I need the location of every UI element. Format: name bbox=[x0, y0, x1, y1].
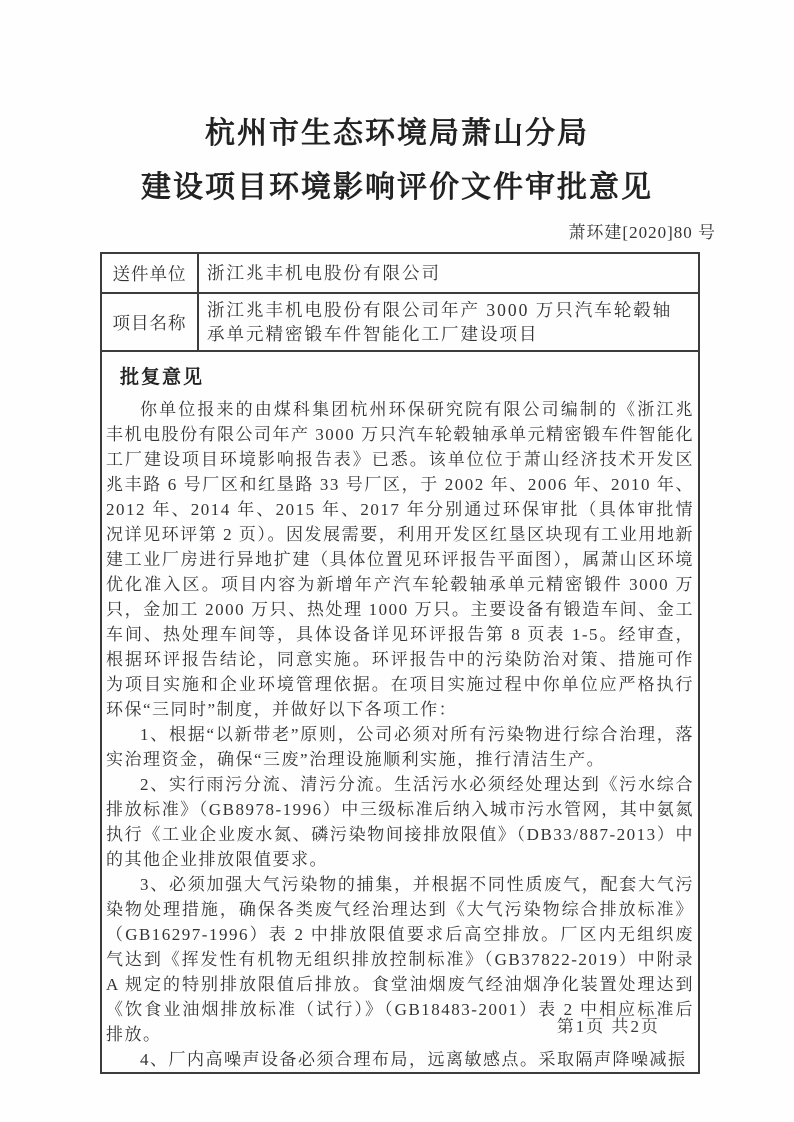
document-reference-number: 萧环建[2020]80 号 bbox=[568, 223, 716, 242]
opinion-paragraph-item-4-truncated: 4、厂内高噪声设备必须合理布局，远离敏感点。采取隔声降噪减振 bbox=[140, 1050, 687, 1069]
opinion-paragraph-item-2: 2、实行雨污分流、清污分流。生活污水必须经处理达到《污水综合排放标准》（GB8978-1996）中三级标准后纳入城市污水管网，其中氨氮执行《工业企业废水氮、磷污染物间接排放限值》（DB33/887-2013）中的其他企业排放限值要求。 bbox=[106, 775, 694, 869]
opinion-paragraph-item-3: 3、必须加强大气污染物的捕集，并根据不同性质废气，配套大气污染物处理措施，确保各类废气经治理达到《大气污染物综合排放标准》（GB16297-1996）表 2 中排放限值要求后高空排放。厂区内无组织废气达到《挥发性有机物无组织排放控制标准》（GB37822-2019）中附录 A 规定的特别排放限值后排放。食堂油烟废气经油烟净化装置处理达到《饮食业油烟排放标准（试行）》（GB18483-2001）表 2 中相应标准后排放。 bbox=[106, 875, 694, 1044]
table-row-project-name bbox=[101, 293, 699, 351]
opinion-section-header: 批复意见 bbox=[120, 367, 205, 388]
opinion-cell bbox=[101, 351, 699, 1073]
submitting-unit-value: 浙江兆丰机电股份有限公司 bbox=[198, 253, 699, 293]
document-title: 建设项目环境影响评价文件审批意见 bbox=[141, 171, 653, 204]
project-name-label: 项目名称 bbox=[101, 293, 198, 351]
table-row-submitting-unit bbox=[101, 253, 699, 293]
submitting-unit-label: 送件单位 bbox=[101, 253, 198, 293]
table-row-opinion bbox=[101, 351, 699, 1073]
approval-info-table bbox=[100, 252, 700, 1074]
opinion-body bbox=[106, 397, 694, 1072]
opinion-paragraph-item-1: 1、根据“以新带老”原则，公司必须对所有污染物进行综合治理，落实治理资金，确保“三废”治理设施顺利实施，推行清洁生产。 bbox=[106, 725, 694, 769]
project-name-value: 浙江兆丰机电股份有限公司年产 3000 万只汽车轮毂轴承单元精密锻车件智能化工厂建设项目 bbox=[198, 293, 699, 351]
agency-title: 杭州市生态环境局萧山分局 bbox=[205, 117, 589, 150]
opinion-paragraph-intro: 你单位报来的由煤科集团杭州环保研究院有限公司编制的《浙江兆丰机电股份有限公司年产 3000 万只汽车轮毂轴承单元精密锻车件智能化工厂建设项目环境影响报告表》已悉。该单位位于萧山经济技术开发区兆丰路 6 号厂区和红垦路 33 号厂区，于 2002 年、2006 年、2010 年、2012 年、2014 年、2015 年、2017 年分别通过环保审批（具体审批情况详见环评第 2 页）。因发展需要，利用开发区红垦区块现有工业用地新建工业厂房进行异地扩建（具体位置见环评报告平面图），属萧山区环境优化准入区。项目内容为新增年产汽车轮毂轴承单元精密锻件 3000 万只，金加工 2000 万只、热处理 1000 万只。主要设备有锻造车间、金工车间、热处理车间等，具体设备详见环评报告第 8 页表 1-5。经审查，根据环评报告结论，同意实施。环评报告中的污染防治对策、措施可作为项目实施和企业环境管理依据。在项目实施过程中你单位应严格执行环保“三同时”制度，并做好以下各项工作： bbox=[106, 400, 694, 719]
page-number-footer: 第1页 共2页 bbox=[556, 1017, 660, 1036]
